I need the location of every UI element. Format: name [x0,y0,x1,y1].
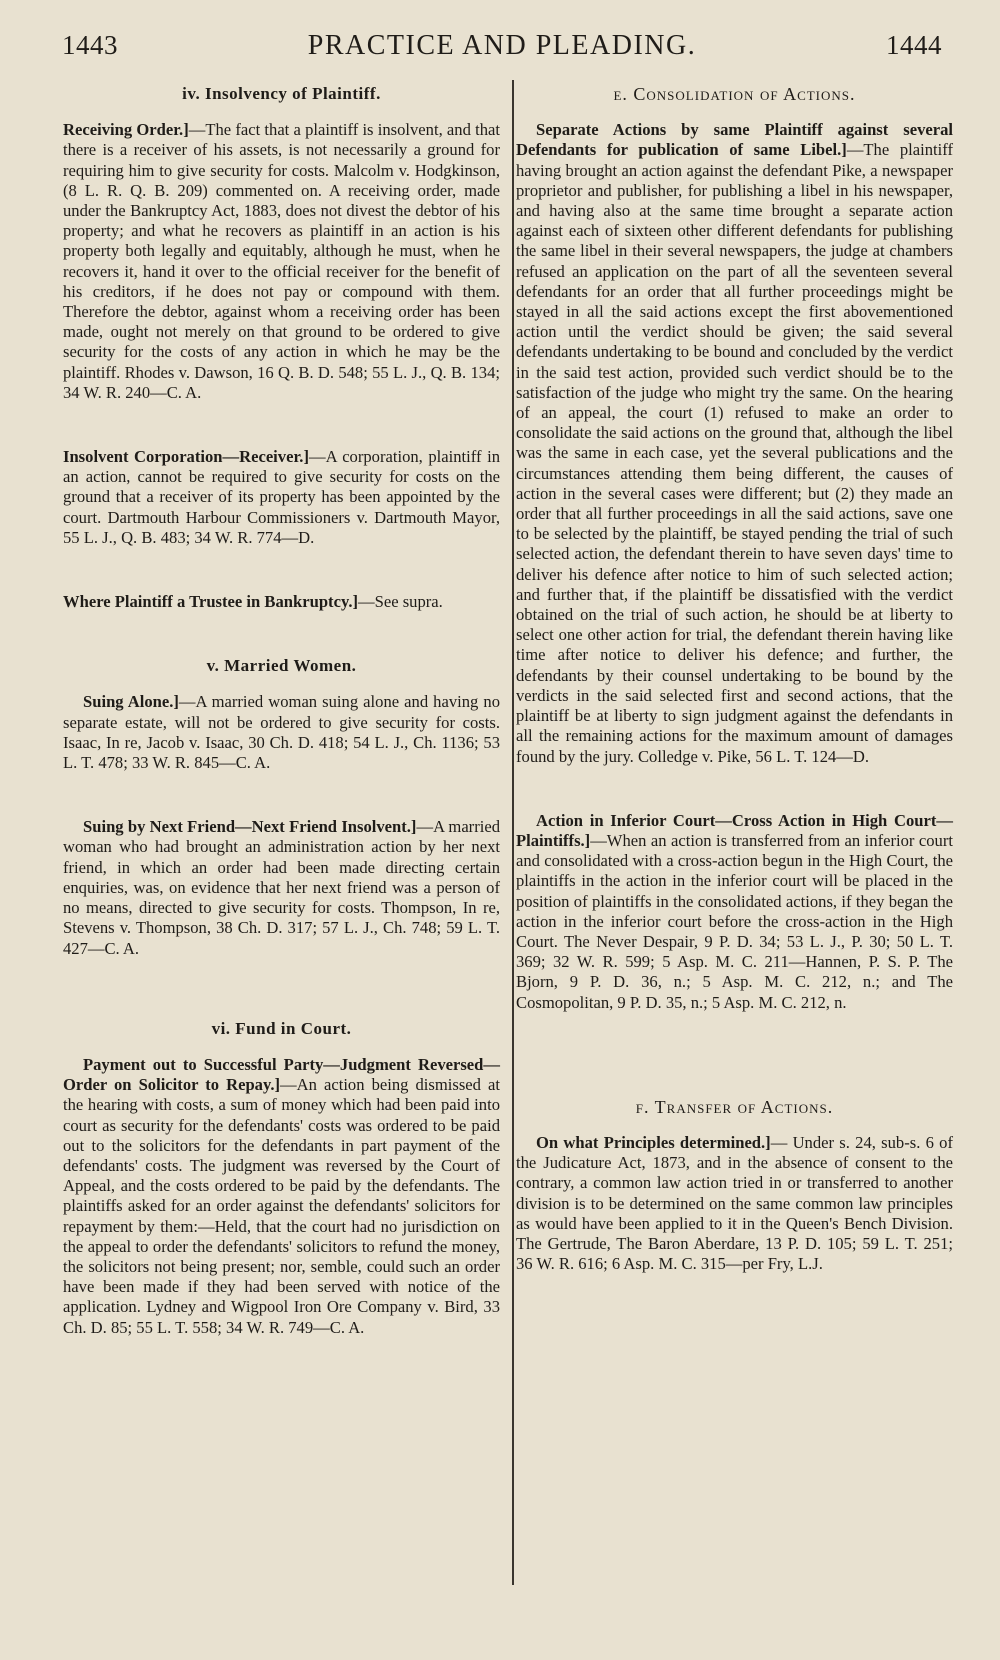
entry-heading: Suing Alone.] [83,692,179,712]
entry-heading: Where Plaintiff a Trustee in Bankruptcy.] [63,592,358,612]
section-heading-transfer: f. Transfer of Actions. [635,1096,834,1117]
entry-heading: Receiving Order.] [63,120,189,140]
entry-inferior-court [516,811,953,1013]
entry-suing-alone [63,692,500,773]
entry-text: —A married woman who had brought an administration action by her next friend, in which an order had been made directing certain enquiries, was, on evidence that her next friend was a person of no means, directed to give security for costs. Thompson, In re, Stevens v. Thompson, 38 Ch. D. 317; 57 L. J., Ch. 748; 59 L. T. 427—C. A. [63,817,501,958]
entry-text: —A married woman suing alone and having no separate estate, will not be ordered to give security for costs. Isaac, In re, Jacob v. Isaac, 30 Ch. D. 418; 54 L. J., Ch. 1136; 53 L. T. 478; 33 W. R. 845—C. A. [63,692,500,773]
entry-principles-determined [516,1133,953,1274]
section-heading-fund-in-court: vi. Fund in Court. [211,1018,352,1038]
section-heading-married-women: v. Married Women. [206,656,357,676]
entry-text: —An action being dismissed at the hearing with costs, a sum of money which had been paid into court as security for the defendants' costs was ordered to be paid out to the solicitors for the defendants in part payment of the defendants' costs. The judgment was reversed by the Court of Appeal, and the costs ordered to be paid by the defendants. The plaintiffs asked for an order against the defendants' solicitors for repayment by them:—Held, that the court had no jurisdiction on the appeal to order the defendants' solicitors to refund the money, the solicitors not being present; nor, semble, could such an order have been made if they had been served with notice of the application. Lydney and Wigpool Iron Ore Company v. Bird, 33 Ch. D. 85; 55 L. T. 558; 34 W. R. 749—C. A. [63,1075,500,1337]
entry-receiving-order [63,120,500,403]
right-page-number: 1444 [886,30,942,60]
entry-heading: Suing by Next Friend—Next Friend Insolvent.] [83,817,417,837]
entry-text: —See supra. [358,592,443,612]
running-header [62,30,942,76]
entry-separate-actions [516,120,953,767]
left-page-number: 1443 [62,30,118,60]
entry-heading: Insolvent Corporation—Receiver.] [63,447,309,467]
running-title: PRACTICE AND PLEADING. [307,30,697,61]
section-heading-consolidation: e. Consolidation of Actions. [613,84,856,104]
entry-insolvent-corporation [63,447,500,548]
left-column [63,84,500,1358]
entry-text: — Under s. 24, sub-s. 6 of the Judicature Act, 1873, and in the absence of consent to the contrary, a common law action tried in or transferred to another division is to be determined on the same common law principles as would have been applied to it in the Queen's Bench Division. The Gertrude, The Baron Aberdare, 13 P. D. 105; 59 L. T. 251; 36 W. R. 616; 6 Asp. M. C. 315—per Fry, L.J. [516,1132,953,1274]
entry-text: —The plaintiff having brought an action against the defendant Pike, a newspaper proprietor and publisher, for publishing a libel in his newspaper, and having also at the same time brought a separate action against each of sixteen other different defendants for publishing the same libel in their several newspapers, the judge at chambers refused an application on the part of all the seventeen several defendants for an order that all further proceedings might be stayed in all the said actions except the first abovementioned action until the verdict should be given; the said several defendants undertaking to be bound and concluded by the verdict in the said test action, provided such verdict should be to the satisfaction of the judge who might try the same. On the hearing of an appeal, the court (1) refused to make an order to consolidate the said actions on the ground that, although the libel was the same in each case, yet the several publications and the circumstances attending them being different, the causes of action in the several cases were different; but (2) they made an order that all further proceedings in all the said actions, save one to be selected by the plaintiff, be stayed pending the trial of such selected action, the defendant therein to have seven days' time to deliver his defence after notice to him of such selected action; and further that, if the plaintiff be dissatisfied with the verdict obtained on the trial of such action, he should be at liberty to select one other action for trial, the defendant therein having like time after notice to deliver his defence; and further, the defendants by their counsel undertaking to be bound by the verdicts in the said selected first and second actions, that the plaintiff be at liberty to sign judgment against the defendants in all the remaining actions for the maximum amount of damages found by the jury. Colledge v. Pike, 56 L. T. 124—D. [516,140,953,766]
column-divider [512,80,514,1585]
entry-heading: Payment out to Successful Party—Judgment Reversed—Order on Solicitor to Repay.] [63,1054,500,1095]
entry-trustee-in-bankruptcy [63,592,500,612]
entry-next-friend [63,817,500,958]
entry-text: —A corporation, plaintiff in an action, cannot be required to give security for costs on the ground that a receiver of its property has been appointed by the court. Dartmouth Harbour Commissioners v. Dartmouth Mayor, 55 L. J., Q. B. 483; 34 W. R. 774—D. [63,447,500,547]
entry-heading: On what Principles determined.] [536,1132,771,1152]
entry-heading: Action in Inferior Court—Cross Action in High Court—Plaintiffs.] [516,810,953,850]
entry-heading: Separate Actions by same Plaintiff against several Defendants for publication of same Libel.] [516,120,953,160]
entry-text: —When an action is transferred from an inferior court and consolidated with a cross-action begun in the High Court, the plaintiffs in the action in the inferior court will be placed in the position of plaintiffs in the consolidated actions, if they began the action in the inferior court before the cross-action in the High Court. The Never Despair, 9 P. D. 34; 53 L. J., P. 30; 50 L. T. 369; 32 W. R. 599; 5 Asp. M. C. 211—Hannen, P. S. P. The Bjorn, 9 P. D. 36, n.; 5 Asp. M. C. 212, n.; and The Cosmopolitan, 9 P. D. 35, n.; 5 Asp. M. C. 212, n. [516,830,953,1012]
entry-payment-out [63,1055,500,1338]
section-heading-insolvency: iv. Insolvency of Plaintiff. [182,84,381,103]
right-column [516,84,953,1294]
entry-text: —The fact that a plaintiff is insolvent, and that there is a receiver of his assets, is not necessarily a ground for requiring him to give security for costs. Malcolm v. Hodgkinson, (8 L. R. Q. B. 209) commented on. A receiving order, made under the Bankruptcy Act, 1883, does not divest the debtor of his property; and what he recovers as plaintiff in an action is his property both legally and equitably, although he must, when he recovers it, hand it over to the official receiver for the benefit of his creditors, if he does not pay or compound with them. Therefore the debtor, against whom a receiving order has been made, ought not merely on that ground to be ordered to give security for the costs of any action in which he may be the plaintiff. Rhodes v. Dawson, 16 Q. B. D. 548; 55 L. J., Q. B. 134; 34 W. R. 240—C. A. [63,120,500,402]
